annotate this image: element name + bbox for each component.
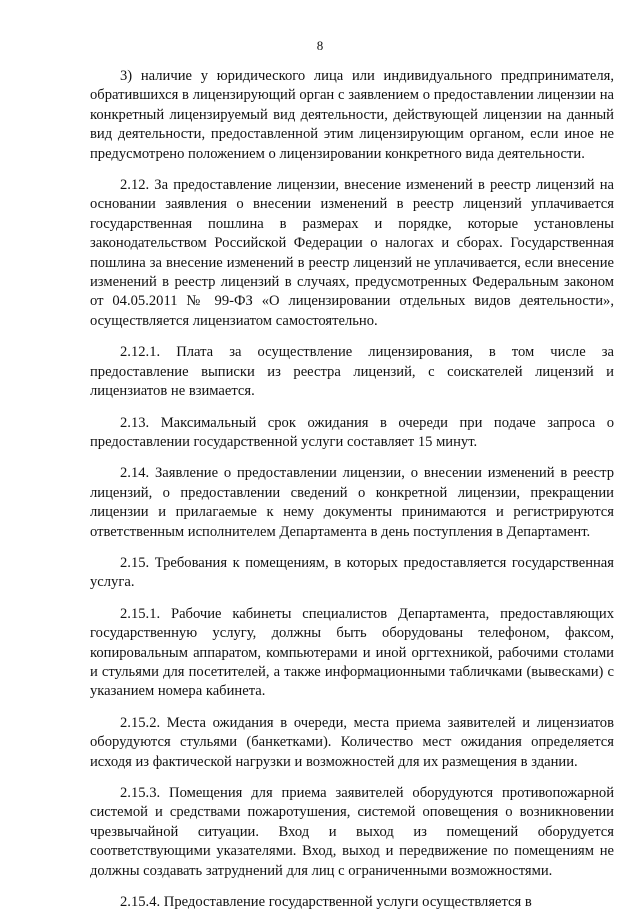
paragraph-item-3: 3) наличие у юридического лица или индивидуального предпринимателя, обратившихся в лицензирующий орган с заявлением о предоставлении лицензии на конкретный лицензируемый вид деятельности, действующей лицензии на данный вид деятельности, предоставленной этим лицензирующим органом, если иное не предусмотрено положением о лицензировании конкретного вида деятельности. — [90, 68, 614, 162]
paragraph-2-13: 2.13. Максимальный срок ожидания в очереди при подаче запроса о предоставлении государственной услуги составляет 15 минут. — [90, 414, 614, 450]
page-number: 8 — [316, 38, 324, 53]
paragraph-2-15-1: 2.15.1. Рабочие кабинеты специалистов Департамента, предоставляющих государственную услугу, должны быть оборудованы телефоном, факсом, копировальным аппаратом, компьютерами и иной оргтехникой, рабочими столами и стульями для посетителей, а также информационными табличками (вывесками) с указанием номера кабинета. — [90, 605, 614, 700]
paragraph-2-12-1: 2.12.1. Плата за осуществление лицензирования, в том числе за предоставление выписки из реестра лицензий, с соискателей лицензий и лицензиатов не взимается. — [90, 344, 614, 400]
paragraph-2-15-4: 2.15.4. Предоставление государственной услуги осуществляется в — [120, 894, 532, 911]
paragraph-2-15: 2.15. Требования к помещениям, в которых предоставляется государственная услуга. — [90, 554, 614, 591]
paragraph-2-15-3: 2.15.3. Помещения для приема заявителей оборудуются противопожарной системой и средствами пожаротушения, системой оповещения о возникновении чрезвычайной ситуации. Вход и выход из помещений оборудуется соответствующими указателями. Вход, выход и передвижение по помещениям не должны создавать затруднений для лиц с ограниченными возможностями. — [90, 785, 614, 879]
paragraph-2-14: 2.14. Заявление о предоставлении лицензии, о внесении изменений в реестр лицензий, о предоставлении сведений о конкретной лицензии, прекращении лицензии и прилагаемые к нему документы принимаются и регистрируются ответственным исполнителем Департамента в день поступления в Департамент. — [90, 465, 614, 540]
document-body — [90, 67, 614, 912]
paragraph-2-15-2: 2.15.2. Места ожидания в очереди, места приема заявителей и лицензиатов оборудуются стульями (банкетками). Количество мест ожидания определяется исходя из фактической нагрузки и возможностей для их размещения в здании. — [90, 714, 614, 770]
paragraph-2-12: 2.12. За предоставление лицензии, внесение изменений в реестр лицензий на основании заявления о внесении изменений в реестр лицензий уплачивается государственная пошлина в размерах и порядке, которые установлены законодательством Российской Федерации о налогах и сборах. Государственная пошлина за внесение изменений в реестр лицензий не уплачивается, если внесение изменений в реестр лицензий в случаях, предусмотренных Федеральным законом от 04.05.2011 № 99-ФЗ «О лицензировании отдельных видов деятельности», осуществляется лицензиатом самостоятельно. — [90, 177, 614, 329]
